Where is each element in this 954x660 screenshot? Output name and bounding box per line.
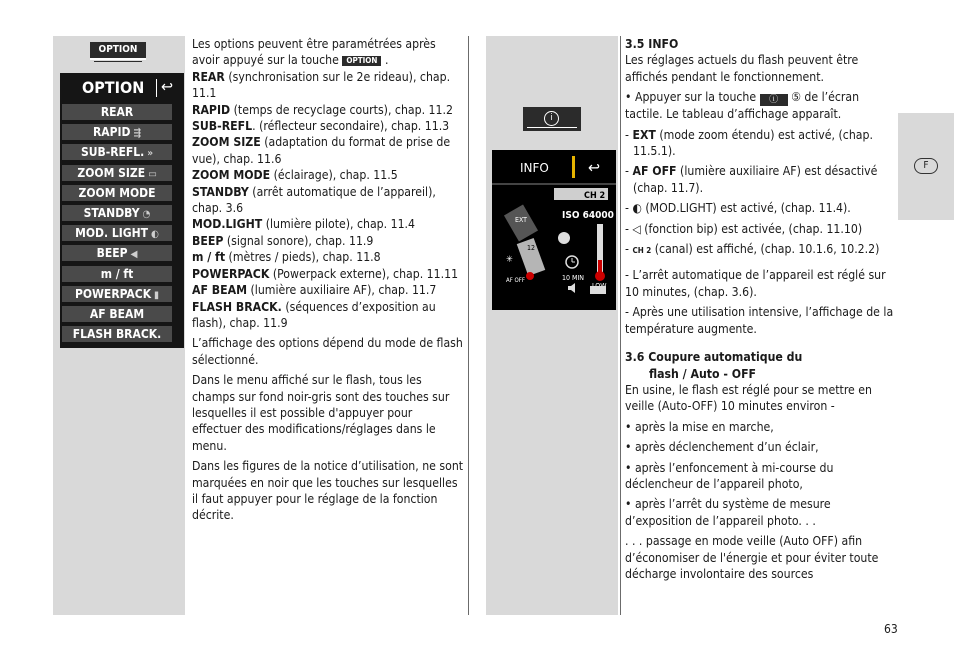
menu-item-label: SUB-REFL. [80, 145, 145, 160]
menu-item-label: BEEP [96, 246, 128, 261]
option-list-item [192, 282, 464, 298]
back-arrow-icon[interactable]: ↩ [161, 77, 174, 96]
menu-item-rear[interactable] [62, 104, 172, 120]
option-menu-header [60, 75, 184, 101]
menu-item-zoom-mode[interactable] [62, 185, 172, 201]
option-term: AF BEAM [192, 283, 248, 298]
info-item: - EXT (mode zoom étendu) est activé, (chap. 11.5.1). [625, 127, 873, 159]
iso-label: ISO 64000 [562, 210, 614, 221]
option-list-item [192, 102, 464, 118]
option-desc: (signal sonore), chap. 11.9 [223, 233, 374, 248]
channel-label: CH 2 [584, 191, 606, 201]
modlight-icon [558, 232, 570, 244]
column-rule-left [468, 36, 469, 615]
menu-item-label: REAR [100, 105, 134, 119]
speaker-icon: ◁ [632, 221, 641, 236]
info-desc: (lumière auxiliaire AF) est désactivé (chap. 11.7). [633, 164, 878, 195]
menu-item-mod-light[interactable] [62, 225, 172, 241]
option-list-item [192, 216, 464, 232]
menu-item-label: STANDBY [83, 206, 140, 220]
dash-auto-off: - L’arrêt automatique de l’appareil est réglé sur 10 minutes, (chap. 3.6). [625, 268, 886, 299]
menu-item-label: RAPID [92, 125, 131, 140]
page-number: 63 [884, 622, 898, 636]
option-list [192, 69, 464, 332]
autooff-bullet-2: • après déclenchement d’un éclair, [625, 440, 819, 455]
standby-label: 10 MIN [562, 274, 585, 282]
option-list-item [192, 299, 464, 332]
menu-item-label: AF BEAM [89, 307, 145, 321]
option-desc: (éclairage), chap. 11.5 [270, 168, 398, 183]
info-term: AF OFF [632, 164, 677, 179]
info-item: - CH 2 (canal) est affiché, (chap. 10.1.6, 10.2.2) [625, 242, 880, 257]
screen-title-divider [572, 156, 575, 178]
option-list-item [192, 118, 464, 134]
svg-text:EXT: EXT [515, 216, 528, 224]
section-heading-autooff: 3.6 Coupure automatique du [625, 350, 803, 365]
intro-end: . [384, 53, 389, 68]
section-heading-autooff-2: flash / Auto - OFF [649, 366, 757, 381]
option-term: RAPID [192, 102, 231, 117]
menu-item-label: ZOOM MODE [78, 185, 156, 200]
menu-item-rapid[interactable] [62, 124, 172, 140]
info-desc: (fonction bip) est activée, (chap. 11.10) [640, 221, 863, 236]
menu-item-af-beam[interactable] [62, 306, 172, 322]
modlight-icon: ◐ [151, 229, 159, 241]
option-term: POWERPACK [192, 266, 270, 281]
info-term: EXT [632, 127, 656, 142]
option-desc: (synchronisation sur le 2e rideau), chap. 11.1 [192, 69, 451, 101]
inline-option-button: OPTION [342, 56, 381, 66]
column-rule-right [620, 36, 621, 615]
option-desc: (lumière pilote), chap. 11.4 [262, 217, 416, 232]
option-term: BEEP [192, 233, 224, 248]
option-button[interactable] [90, 42, 146, 60]
option-list-item [192, 167, 464, 183]
language-tab-label: F [914, 158, 938, 174]
autooff-bullet-1: • après la mise en marche, [625, 419, 774, 434]
info-desc: (canal) est affiché, (chap. 10.1.6, 10.2.2) [651, 242, 880, 257]
option-term: ZOOM MODE [192, 168, 271, 183]
right-text-column [625, 36, 895, 582]
option-list-item [192, 134, 464, 167]
language-tab [898, 113, 954, 220]
info-icon: i [544, 111, 559, 126]
option-desc: (mètres / pieds), chap. 11.8 [225, 250, 381, 265]
menu-item-label: FLASH BRACK. [72, 327, 162, 342]
option-term: FLASH BRACK. [192, 299, 282, 314]
menu-item-label: m / ft [100, 266, 134, 281]
menu-title: OPTION [82, 78, 145, 97]
info-items [625, 127, 895, 260]
af-beam-icon: ✳ [506, 255, 513, 265]
option-desc: (temps de recyclage courts), chap. 11.2 [230, 102, 453, 117]
option-list-item [192, 184, 464, 217]
option-desc: (Powerpack externe), chap. 11.11 [269, 266, 459, 281]
option-term: MOD.LIGHT [192, 217, 263, 232]
info-desc: (MOD.LIGHT) est activé, (chap. 11.4). [641, 201, 851, 216]
left-text-column [192, 36, 464, 524]
autooff-standby: . . . passage en mode veille (Auto OFF) afin d’économiser de l'énergie et pour éviter toute décharge involontaire des sources [625, 534, 879, 581]
zoom-size-icon: ▭ [148, 168, 157, 180]
option-desc: (séquences d’exposition au flash), chap. 11.9 [192, 299, 436, 330]
info-bullet-press [625, 89, 895, 122]
menu-item-flash-brack[interactable] [62, 326, 172, 342]
clock-icon: ◔ [142, 209, 151, 220]
option-desc: (adaptation du format de prise de vue), chap. 11.6 [192, 135, 451, 166]
screen-back-icon: ↩ [588, 158, 601, 177]
option-list-item [192, 266, 464, 282]
info-item: - ◐ (MOD.LIGHT) est activé, (chap. 11.4). [625, 201, 851, 216]
section-heading-info: 3.5 INFO [625, 37, 679, 51]
intro-paragraph [192, 36, 464, 69]
option-underline [94, 61, 142, 62]
option-button-label: OPTION [98, 44, 138, 55]
menu-item-beep[interactable] [62, 245, 172, 261]
autooff-bullet-4: • après l’arrêt du système de mesure d’exposition de l’appareil photo. . . [625, 497, 831, 528]
menu-divider [156, 79, 157, 97]
info-desc: (mode zoom étendu) est activé, (chap. 11.5.1). [633, 127, 873, 159]
menu-item-label: MOD. LIGHT [75, 226, 149, 241]
option-term: REAR [192, 69, 225, 84]
info-screen-graphic [492, 150, 616, 310]
menu-item-m-ft[interactable] [62, 266, 172, 282]
af-off-label: AF OFF [506, 277, 525, 284]
menu-item-label: POWERPACK [74, 286, 152, 301]
info-button[interactable] [523, 107, 581, 131]
intro-text: Les options peuvent être paramétrées après avoir appuyé sur la touche [192, 37, 436, 68]
screen-title: INFO [520, 161, 549, 175]
press-text: • Appuyer sur la touche [625, 90, 757, 105]
autooff-bullet-3: • après l’enfoncement à mi-course du déclencheur de l’appareil photo, [625, 460, 834, 491]
option-term: SUB-REFL [192, 119, 253, 134]
info-inline-icon: ⓘ [760, 94, 788, 106]
channel-icon: CH 2 [632, 246, 652, 256]
option-desc: . (réflecteur secondaire), chap. 11.3 [252, 119, 450, 134]
press-text-end: ⑤ de l’écran tactile. Le tableau d’affichage apparaît. [625, 90, 860, 122]
option-desc: (arrêt automatique de l’appareil), chap. 3.6 [192, 184, 436, 216]
speaker-icon: ◀ [130, 249, 138, 261]
info-item: - ◁ (fonction bip) est activée, (chap. 11.10) [625, 221, 863, 236]
paragraph-touch-fields: Dans le menu affiché sur le flash, tous les champs sur fond noir-gris sont des touches sur lesquelles il est possible d'appuyer pour effectuer des modifications/réglages dans le menu. [192, 373, 450, 453]
option-term: ZOOM SIZE [192, 135, 261, 150]
svg-text:12: 12 [527, 244, 536, 252]
menu-item-label: ZOOM SIZE [77, 165, 146, 180]
battery-icon [590, 286, 606, 294]
option-list-item [192, 69, 464, 102]
rapid-icon: ⇶ [133, 128, 142, 140]
option-term: STANDBY [192, 184, 249, 199]
menu-item-zoom-size[interactable] [62, 165, 172, 181]
info-screen [492, 150, 616, 310]
paragraph-display: L’affichage des options dépend du mode de flash sélectionné. [192, 336, 463, 367]
option-term: m / ft [192, 250, 226, 265]
info-item: - AF OFF (lumière auxiliaire AF) est désactivé (chap. 11.7). [625, 164, 878, 195]
menu-item-powerpack[interactable] [62, 286, 172, 302]
option-list-item [192, 233, 464, 249]
info-intro: Les réglages actuels du flash peuvent être affichés pendant le fonctionnement. [625, 53, 859, 84]
option-list-item [192, 249, 464, 265]
menu-item-sub-refl[interactable] [62, 144, 172, 160]
option-menu-panel [60, 73, 184, 348]
option-desc: (lumière auxiliaire AF), chap. 11.7 [247, 283, 437, 298]
battery-icon: ▮ [154, 289, 160, 301]
dash-temperature: - Après une utilisation intensive, l’affichage de la température augmente. [625, 305, 894, 336]
modlight-icon: ◐ [632, 201, 642, 216]
autooff-intro: En usine, le flash est réglé pour se mettre en veille (Auto-OFF) 10 minutes environ - [625, 382, 872, 414]
paragraph-figures-note: Dans les figures de la notice d’utilisation, ne sont marquées en noir que les touches sur lesquelles il faut appuyer pour le réglage de la fonction décrite. [192, 459, 464, 523]
info-underline [527, 127, 577, 128]
menu-item-standby[interactable] [62, 205, 172, 221]
sub-refl-icon: » [147, 148, 154, 160]
